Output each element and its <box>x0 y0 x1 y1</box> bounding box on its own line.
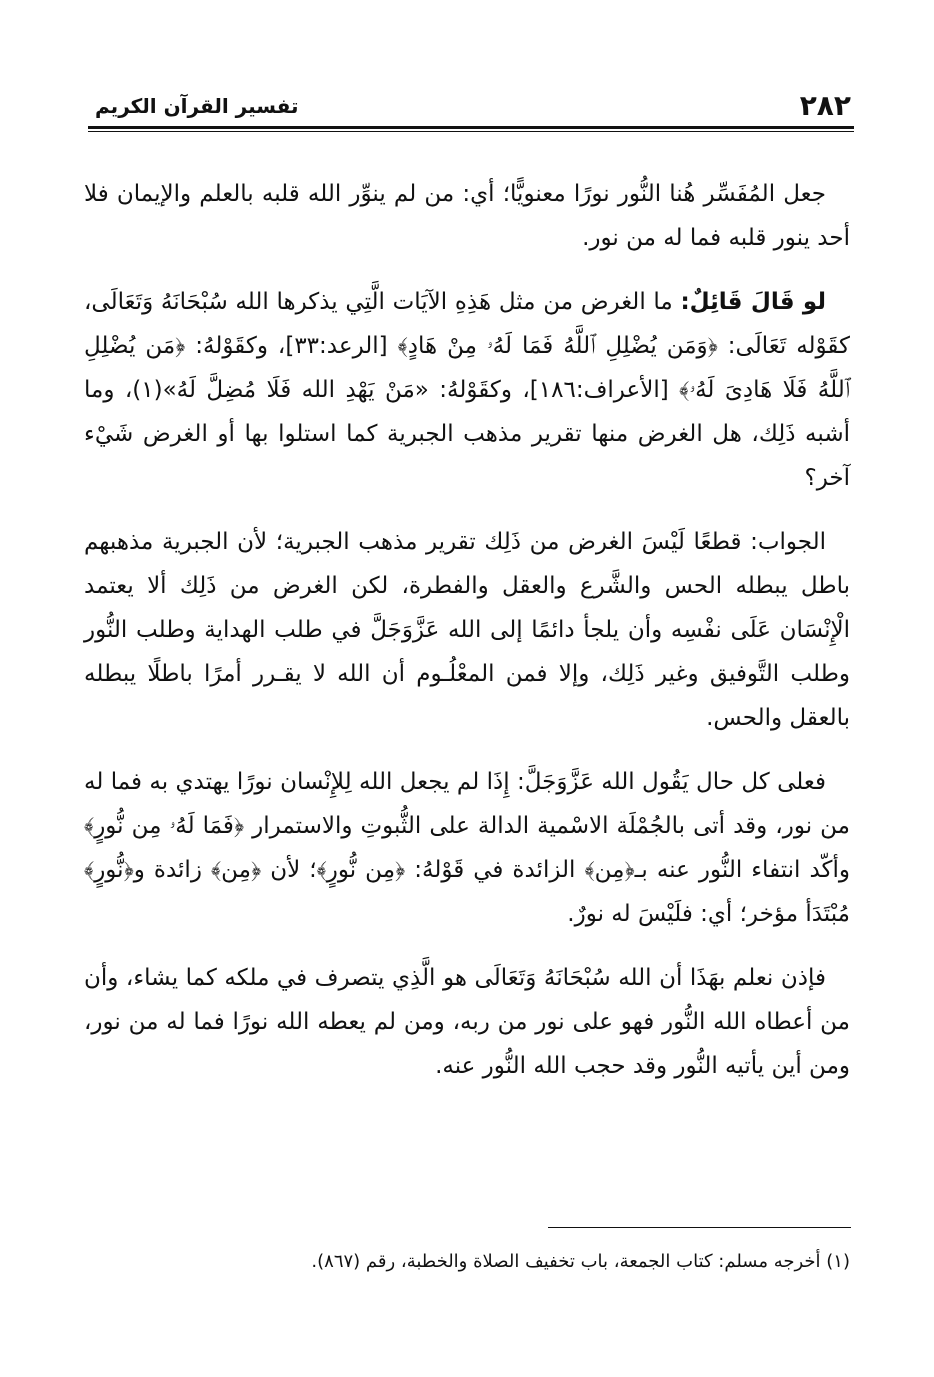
paragraph-4 <box>84 760 850 936</box>
paragraph-text: فإذن نعلم بهَذَا أن الله سُبْحَانَهُ وَتَعَالَى هو الَّذِي يتصرف في ملكه كما يشاء، وأن من أعطاه الله النُّور فهو على نور من ربه، ومن لم يعطه الله نورًا فما له من نور، ومن أين يأتيه النُّور وقد حجب الله النُّور عنه. <box>84 965 850 1079</box>
header-rule <box>88 126 854 129</box>
paragraph-text: الجواب: قطعًا لَيْسَ الغرض من ذَلِك تقرير مذهب الجبرية؛ لأن الجبرية مذهبهم باطل يبطله الحس والشَّرع والعقل والفطرة، لكن الغرض من ذَلِك ألا يعتمد الْإِنْسَان عَلَى نفْسِه وأن يلجأ دائمًا إلى الله عَزَّوَجَلَّ في طلب الهداية وطلب النُّور وطلب التَّوفيق وغير ذَلِك، وإلا فمن المعْلُـوم أن الله لا يقـرر أمرًا باطلًا يبطله بالعقل والحس. <box>84 529 850 731</box>
paragraph-text: جعل المُفَسِّر هُنا النُّور نورًا معنويًّا؛ أي: من لم ينوِّر الله قلبه بالعلم والإيمان فلا أحد ينور قلبه فما له من نور. <box>84 181 850 251</box>
page-number: ٢٨٢ <box>799 89 851 122</box>
body-text <box>84 172 850 1108</box>
footnote-text: (١) أخرجه مسلم: كتاب الجمعة، باب تخفيف الصلاة والخطبة، رقم (٨٦٧). <box>311 1251 850 1272</box>
footnote <box>84 1247 850 1277</box>
paragraph-1 <box>84 172 850 260</box>
header-rule-thin <box>88 131 854 132</box>
paragraph-3 <box>84 520 850 740</box>
footnote-divider <box>548 1227 851 1228</box>
paragraph-2 <box>84 280 850 500</box>
page-header <box>95 86 851 126</box>
paragraph-text: فعلى كل حال يَقُول الله عَزَّوَجَلَّ: إِذَا لم يجعل الله لِلإِنْسان نورًا يهتدي به فما له من نور، وقد أتى بالجُمْلَة الاسْمية الدالة على الثُّبوتِ والاستمرار ﴿فَمَا لَهُۥ مِن نُّورٍ﴾ وأكّد انتفاء النُّور عنه بـ﴿مِن﴾ الزائدة في قَوْلهُ: ﴿مِن نُّورٍ﴾؛ لأن ﴿مِن﴾ زائدة و﴿نُّورٍ﴾ مُبْتَدَأ مؤخر؛ أي: فلَيْسَ له نورٌ. <box>84 769 850 927</box>
paragraph-5 <box>84 956 850 1088</box>
paragraph-lead: لو قَالَ قَائِلٌ: <box>680 289 826 315</box>
book-title: تفسير القرآن الكريم <box>95 94 299 118</box>
paragraph-text: ما الغرض من مثل هَذِهِ الآيَات الَّتِي يذكرها الله سُبْحَانَهُ وَتَعَالَى، كقَوْله تَعَالَى: ﴿وَمَن يُضْلِلِ ٱللَّهُ فَمَا لَهُۥ مِنْ هَادٍ﴾ [الرعد:٣٣]، وكقَوْلهُ: ﴿مَن يُضْلِلِ ٱللَّهُ فَلَا هَادِىَ لَهُۥ﴾ [الأعراف:١٨٦]، وكقَوْلهُ: «مَنْ يَهْدِ الله فَلَا مُضِلَّ لَهُ»(١)، وما أشبه ذَلِك، هل الغرض منها تقرير مذهب الجبرية كما استلوا بها أو الغرض شَيْء آخر؟ <box>84 289 850 491</box>
